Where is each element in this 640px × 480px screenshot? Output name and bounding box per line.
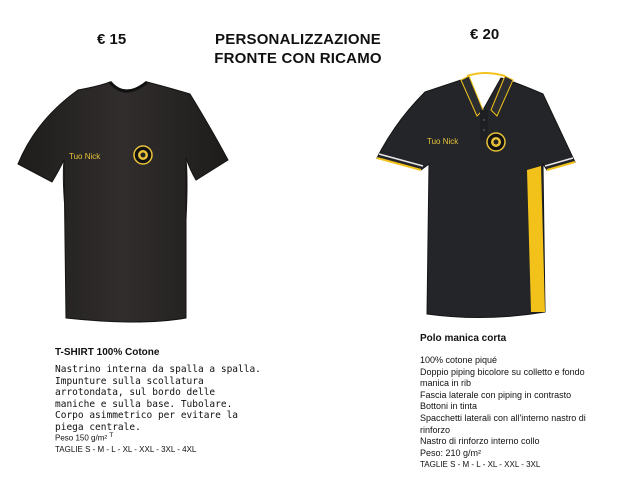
polo-desc-line: Peso: 210 g/m² [420,447,482,458]
tshirt-desc-line: piega centrale. [55,421,141,433]
polo-desc-line: 100% cotone piqué [420,355,498,365]
polo-image [365,70,605,330]
tshirt-sizes: TAGLIE S - M - L - XL - XXL - 3XL - 4XL [55,445,197,454]
tshirt-weight-text: Peso 150 g/m² [55,433,110,443]
polo-sizes: TAGLIE S - M - L - XL - XXL - 3XL [420,460,541,469]
page-title-line-2: FRONTE CON RICAMO [214,50,382,67]
tshirt-description [55,364,261,434]
tshirt-weight-mark: T [109,432,114,439]
tshirt-desc-line: Nastrino interna da spalla a spalla. [55,364,261,375]
tshirt-desc-line: Impunture sulla scollatura [55,375,204,387]
polo-desc-line: Nastro di rinforzo interno collo [420,436,540,447]
tshirt-desc-line: arrotondata, sul bordo delle [55,387,216,399]
polo-description [420,355,586,459]
tshirt-price: € 15 [97,31,127,48]
polo-desc-line: rinforzo [420,424,451,435]
polo-desc-line: Doppio piping bicolore su colletto e fondo [420,366,585,377]
embroidery-badge-icon [487,133,505,151]
polo-desc-line: Bottoni in tinta [420,401,478,412]
polo-price: € 20 [470,26,500,43]
tshirt-weight [55,431,113,444]
tshirt-desc-line: maniche e sulla base. Tubolare. [55,398,233,410]
tshirt-desc-line: Corpo asimmetrico per evitare la [55,410,239,422]
polo-desc-line: Fascia laterale con piping in contrasto [420,389,572,400]
polo-desc-line: manica in rib [420,378,472,389]
tshirt-nick-text: Tuo Nick [69,152,101,161]
tshirt-image [0,60,250,330]
embroidery-badge-icon [134,146,152,164]
tshirt-name: T-SHIRT 100% Cotone [55,347,160,358]
polo-name: Polo manica corta [420,333,507,344]
polo-desc-line: Spacchetti laterali con all'interno nastro di [420,412,586,423]
polo-nick-text: Tuo Nick [427,137,459,146]
page-title-line-1: PERSONALIZZAZIONE [215,31,381,48]
